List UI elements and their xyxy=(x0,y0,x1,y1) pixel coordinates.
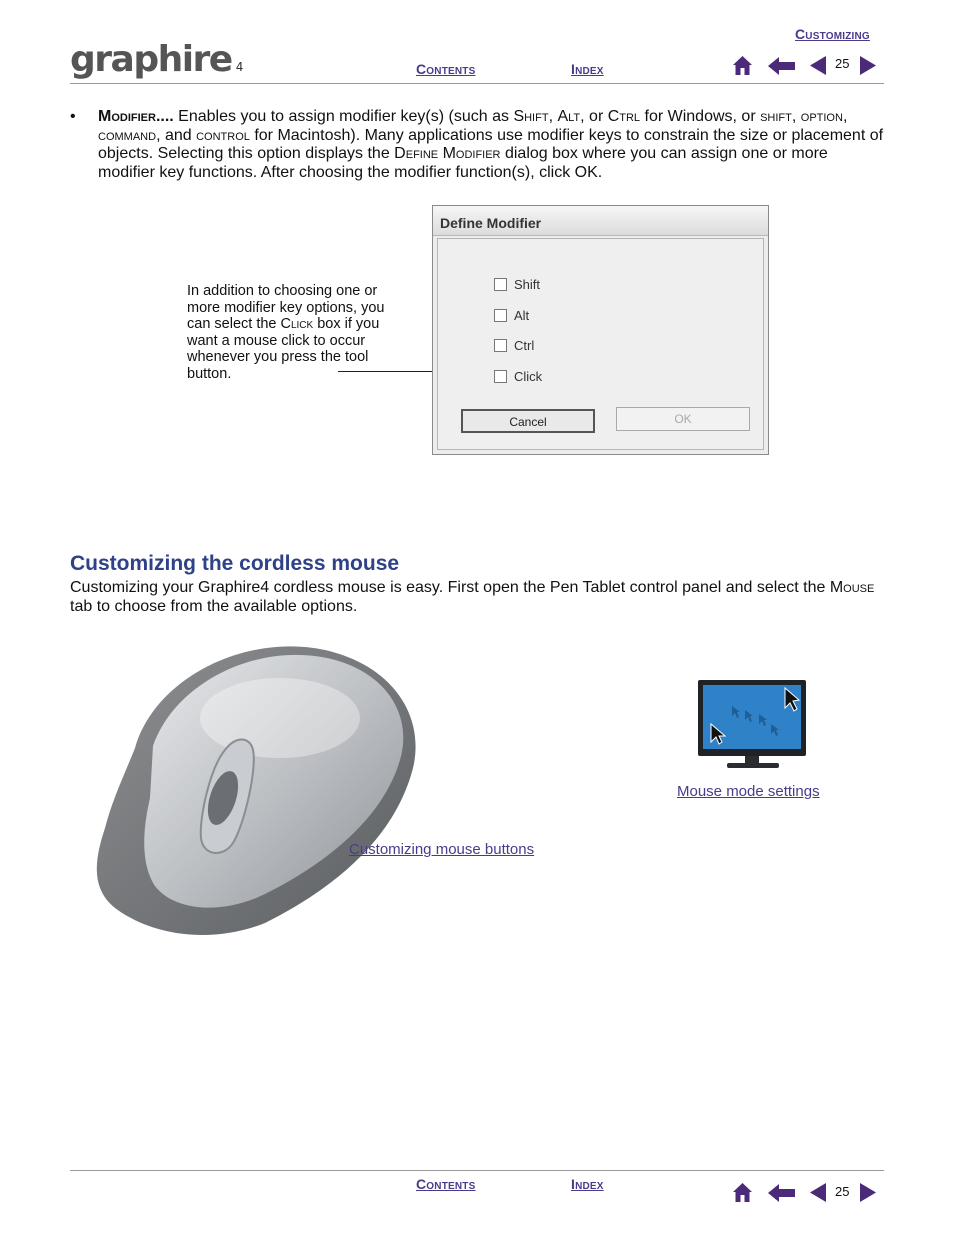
section-link-customizing[interactable]: Customizing xyxy=(795,26,870,42)
shift-checkbox[interactable]: Shift xyxy=(494,277,540,292)
index-link[interactable]: Index xyxy=(571,61,604,77)
previous-page-icon[interactable] xyxy=(810,56,826,75)
callout-text: In addition to choosing one or more modifier key options, you can select the Click box if you want a mouse click to occur whenever you press the tool button. xyxy=(187,283,385,382)
section-paragraph: Customizing your Graphire4 cordless mouse is easy. First open the Pen Tablet control panel and select the Mouse tab to choose from the available options. xyxy=(70,579,875,615)
checkbox-box[interactable] xyxy=(494,309,507,322)
modifier-paragraph: Modifier.... Enables you to assign modifier key(s) (such as Shift, Alt, or Ctrl for Windows, or shift, option, command, and control for Macintosh). Many applications use modifier keys to constrain the size or placement of objects. Selecting this option displays the Define Modifier dialog box where you can assign one or more modifier key functions. After choosing the modifier function(s), click OK. xyxy=(98,108,884,181)
bullet: • xyxy=(70,108,76,125)
alt-checkbox[interactable]: Alt xyxy=(494,308,529,323)
page-number: 25 xyxy=(835,56,850,71)
mouse-mode-settings-link[interactable]: Mouse mode settings xyxy=(677,783,820,800)
checkbox-box[interactable] xyxy=(494,278,507,291)
footer-back-icon[interactable] xyxy=(768,1184,795,1202)
cordless-mouse-image xyxy=(95,638,425,938)
header-divider xyxy=(70,83,884,84)
footer-divider xyxy=(70,1170,884,1171)
cancel-button[interactable]: Cancel xyxy=(461,409,595,433)
graphire-logo: graphire 4 xyxy=(70,39,244,80)
logo-subscript: 4 xyxy=(235,60,244,74)
footer-index-link[interactable]: Index xyxy=(571,1176,604,1192)
dialog-body xyxy=(437,238,764,450)
checkbox-box[interactable] xyxy=(494,339,507,352)
contents-link[interactable]: Contents xyxy=(416,61,476,77)
ctrl-checkbox[interactable]: Ctrl xyxy=(494,338,534,353)
click-checkbox[interactable]: Click xyxy=(494,369,542,384)
customizing-mouse-buttons-link[interactable]: Customizing mouse buttons xyxy=(349,841,535,858)
home-icon[interactable] xyxy=(732,55,753,76)
checkbox-box[interactable] xyxy=(494,370,507,383)
section-heading: Customizing the cordless mouse xyxy=(70,552,400,575)
footer-contents-link[interactable]: Contents xyxy=(416,1176,476,1192)
modifier-term: Modifier.... xyxy=(98,108,174,125)
footer-home-icon[interactable] xyxy=(732,1182,753,1203)
ok-button[interactable]: OK xyxy=(616,407,750,431)
footer-page-number: 25 xyxy=(835,1184,850,1199)
define-modifier-dialog xyxy=(432,205,769,455)
dialog-title: Define Modifier xyxy=(433,206,768,236)
monitor-image xyxy=(697,678,809,770)
back-icon[interactable] xyxy=(768,57,795,75)
footer-next-page-icon[interactable] xyxy=(860,1183,876,1202)
footer-previous-page-icon[interactable] xyxy=(810,1183,826,1202)
next-page-icon[interactable] xyxy=(860,56,876,75)
